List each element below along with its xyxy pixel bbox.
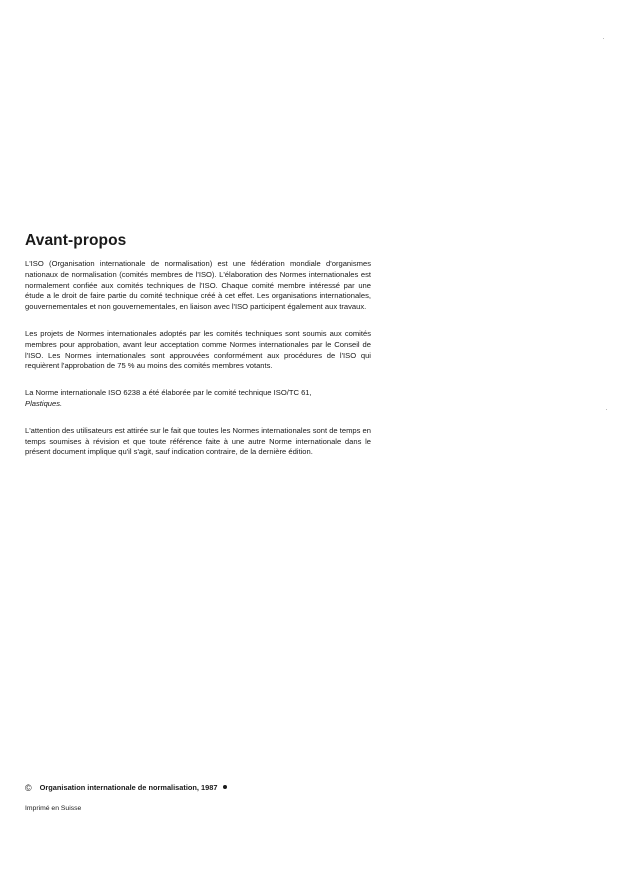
paragraph-4: L'attention des utilisateurs est attirée sur le fait que toutes les Normes internationales sont de temps en temps soumises à révision et que toute référence faite à une autre Norme internationale dans le présent document implique qu'il s'agit, sauf indication contraire, de la dernière édition. [25,425,371,457]
paragraph-3-italic: Plastiques. [25,398,63,408]
foreword-body [25,259,371,474]
copyright-text: Organisation internationale de normalisation, 1987 [39,783,218,792]
paragraph-2: Les projets de Normes internationales adoptés par les comités techniques sont soumis aux comités membres pour approbation, avant leur acceptation comme Normes internationales par le Conseil de l'ISO. Les Normes internationales sont approuvées conformément aux procédures de l'ISO qui requièrent l'approbation de 75 % au moins des comités membres votants. [25,328,371,371]
copyright-line [25,783,227,793]
copyright-icon: © [25,783,32,793]
printed-in-text: Imprimé en Suisse [25,805,82,812]
paragraph-1: L'ISO (Organisation internationale de normalisation) est une fédération mondiale d'organismes nationaux de normalisation (comités membres de l'ISO). L'élaboration des Normes internationales est normalement confiée aux comités techniques de l'ISO. Chaque comité membre intéressé par une étude a le droit de faire partie du comité technique créé à cet effet. Les organisations internationales, gouvernementales et non gouvernementales, en liaison avec l'ISO participent également aux travaux. [25,259,371,312]
scan-speck [603,38,604,39]
bullet-icon [223,785,227,789]
page-title: Avant-propos [25,232,127,249]
scan-speck [606,409,607,410]
paragraph-3-text: La Norme internationale ISO 6238 a été élaborée par le comité technique ISO/TC 61, [25,388,312,398]
paragraph-3 [25,388,371,410]
